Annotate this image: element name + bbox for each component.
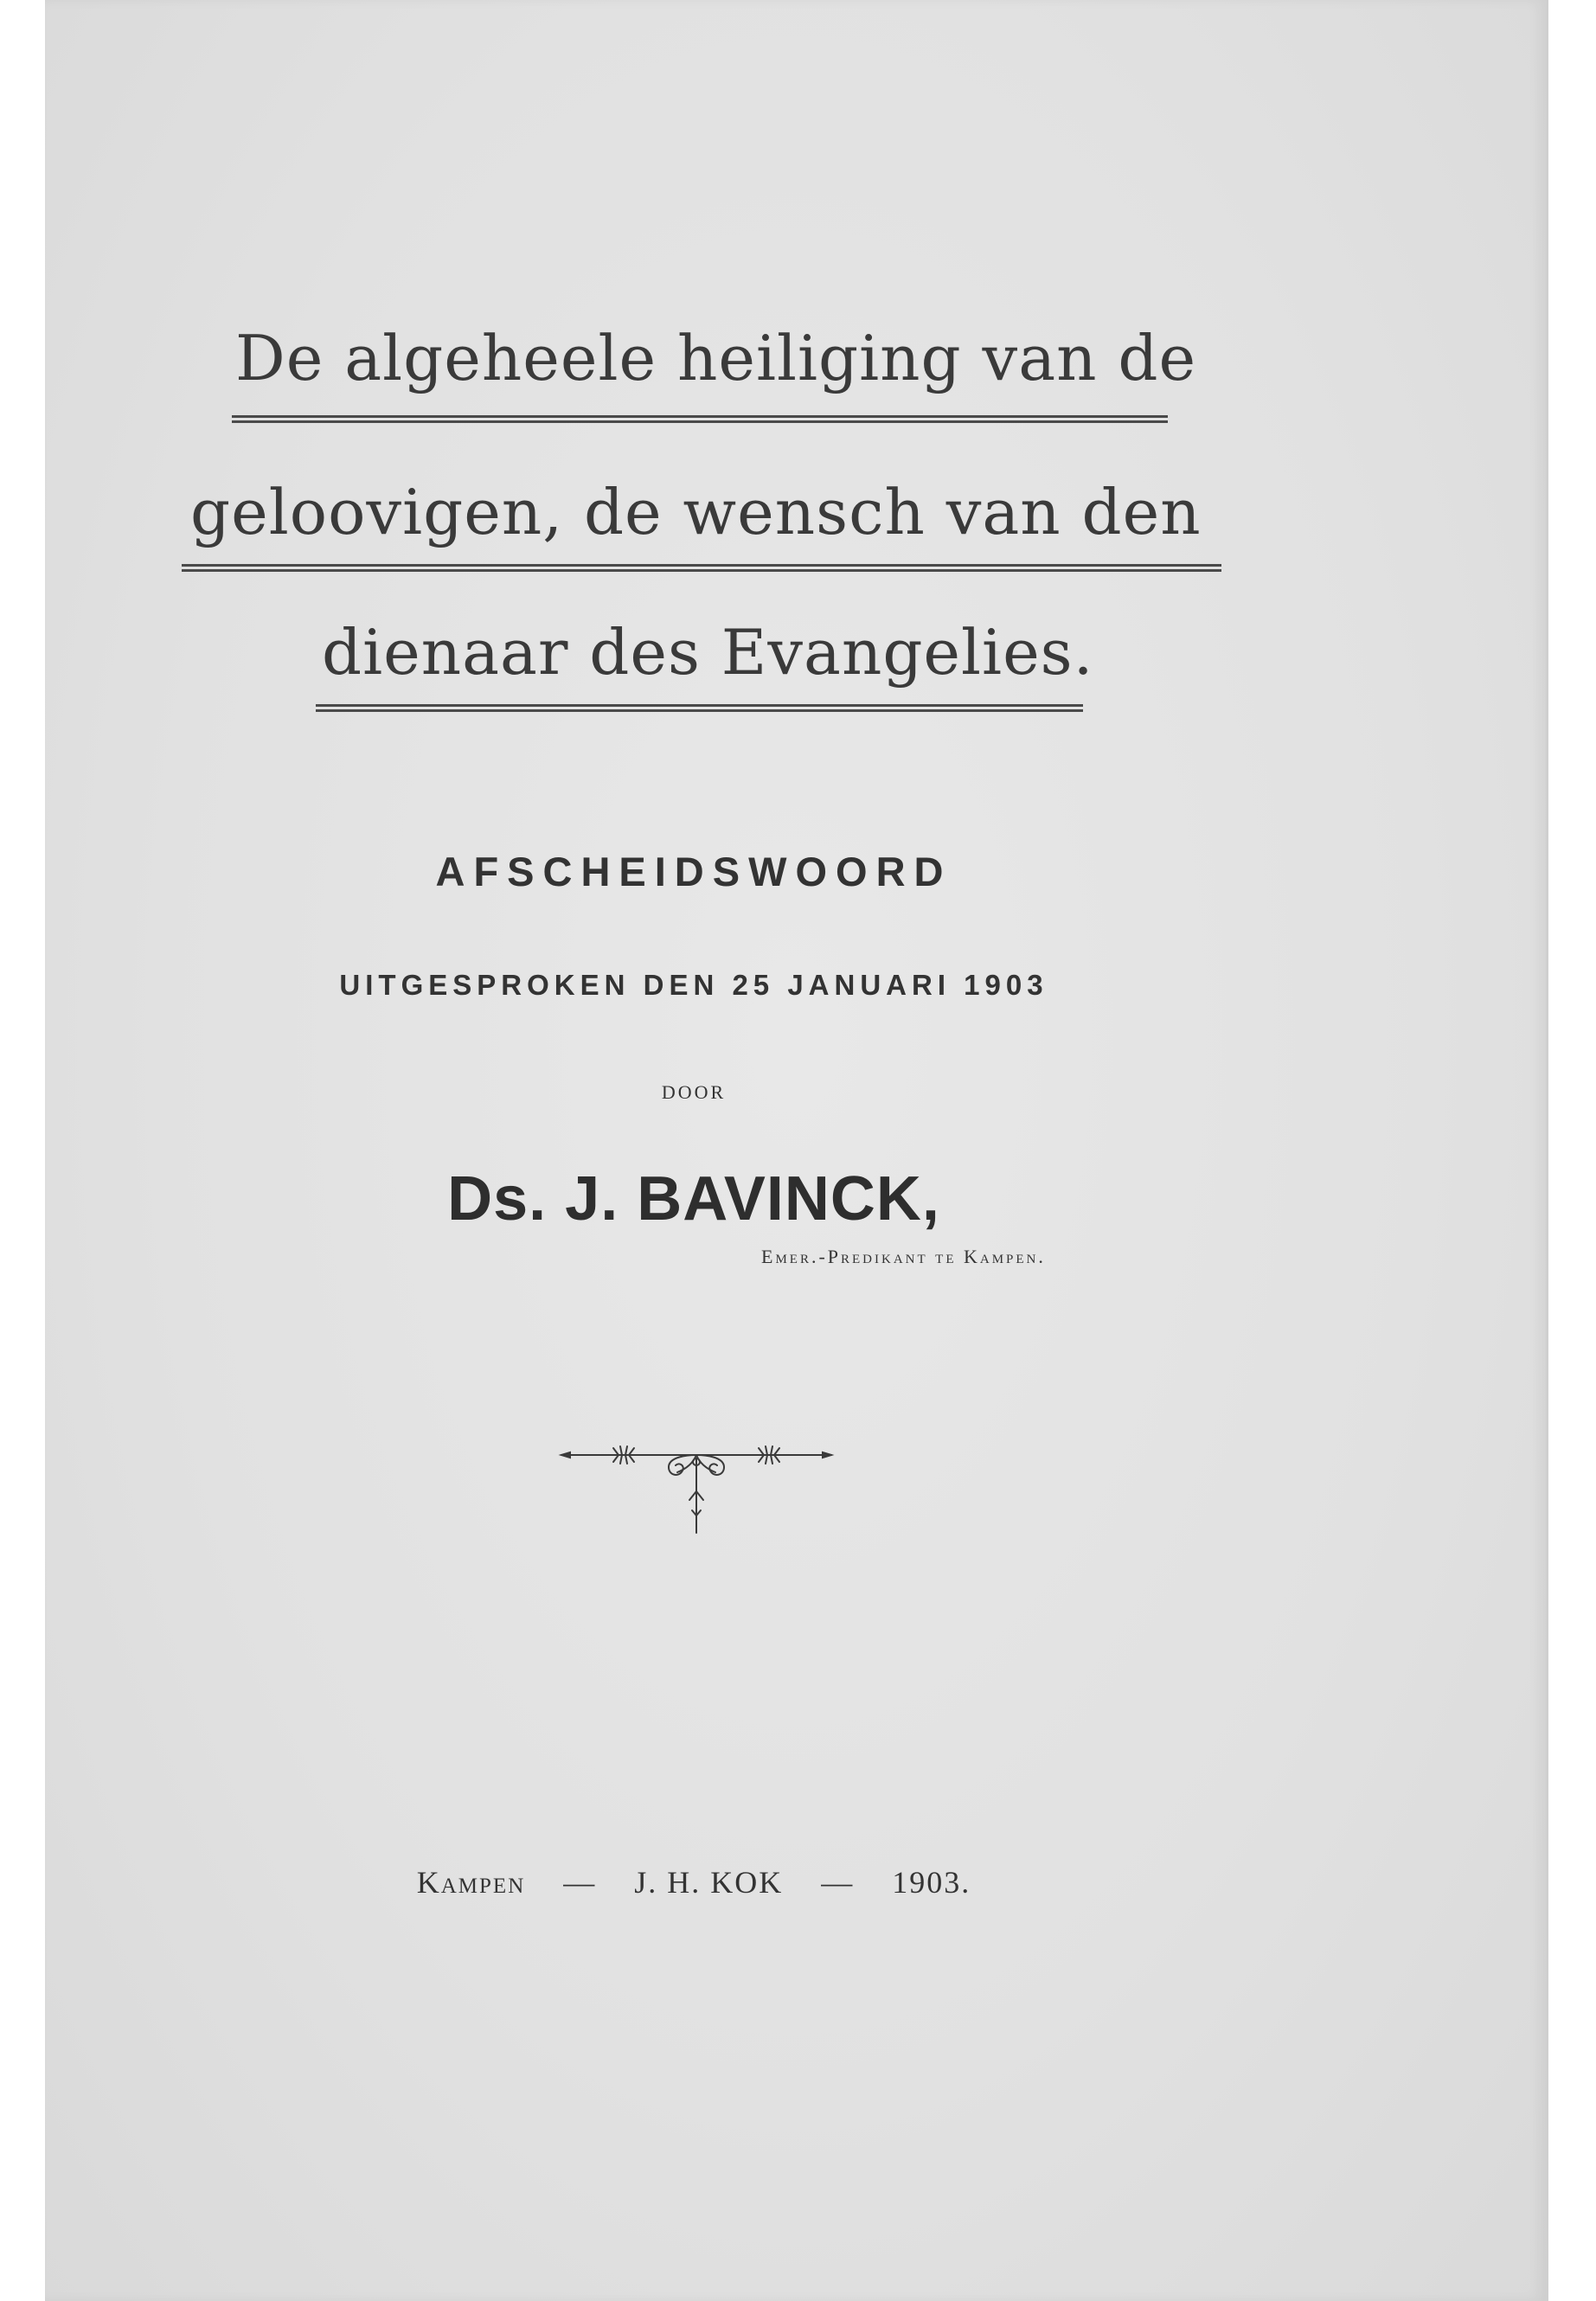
occasion-line: UITGESPROKEN DEN 25 JANUARI 1903: [339, 969, 1048, 1001]
author-role: Emer.-Predikant te Kampen.: [761, 1246, 1046, 1267]
title-rule-2: [182, 564, 1221, 572]
imprint-publisher: J. H. KOK: [634, 1865, 784, 1900]
author-name: Ds. J. BAVINCK,: [447, 1164, 940, 1234]
imprint-line: [45, 1864, 1343, 1900]
imprint-place: Kampen: [416, 1865, 526, 1900]
subtitle: AFSCHEIDSWOORD: [435, 849, 952, 894]
title-rule-1: [232, 415, 1168, 423]
floral-vignette-icon: [558, 1438, 835, 1541]
imprint-separator-2: —: [821, 1865, 855, 1900]
by-label: DOOR: [661, 1081, 727, 1103]
title-line-1: De algeheele heiliging van de: [235, 322, 1197, 394]
imprint-year: 1903.: [892, 1865, 971, 1900]
page-edge: [1546, 0, 1548, 2301]
title-rule-3: [316, 704, 1083, 712]
title-line-3: dienaar des Evangelies.: [322, 616, 1094, 689]
title-line-2: geloovigen, de wensch van den: [190, 476, 1202, 548]
imprint-separator-1: —: [563, 1865, 597, 1900]
